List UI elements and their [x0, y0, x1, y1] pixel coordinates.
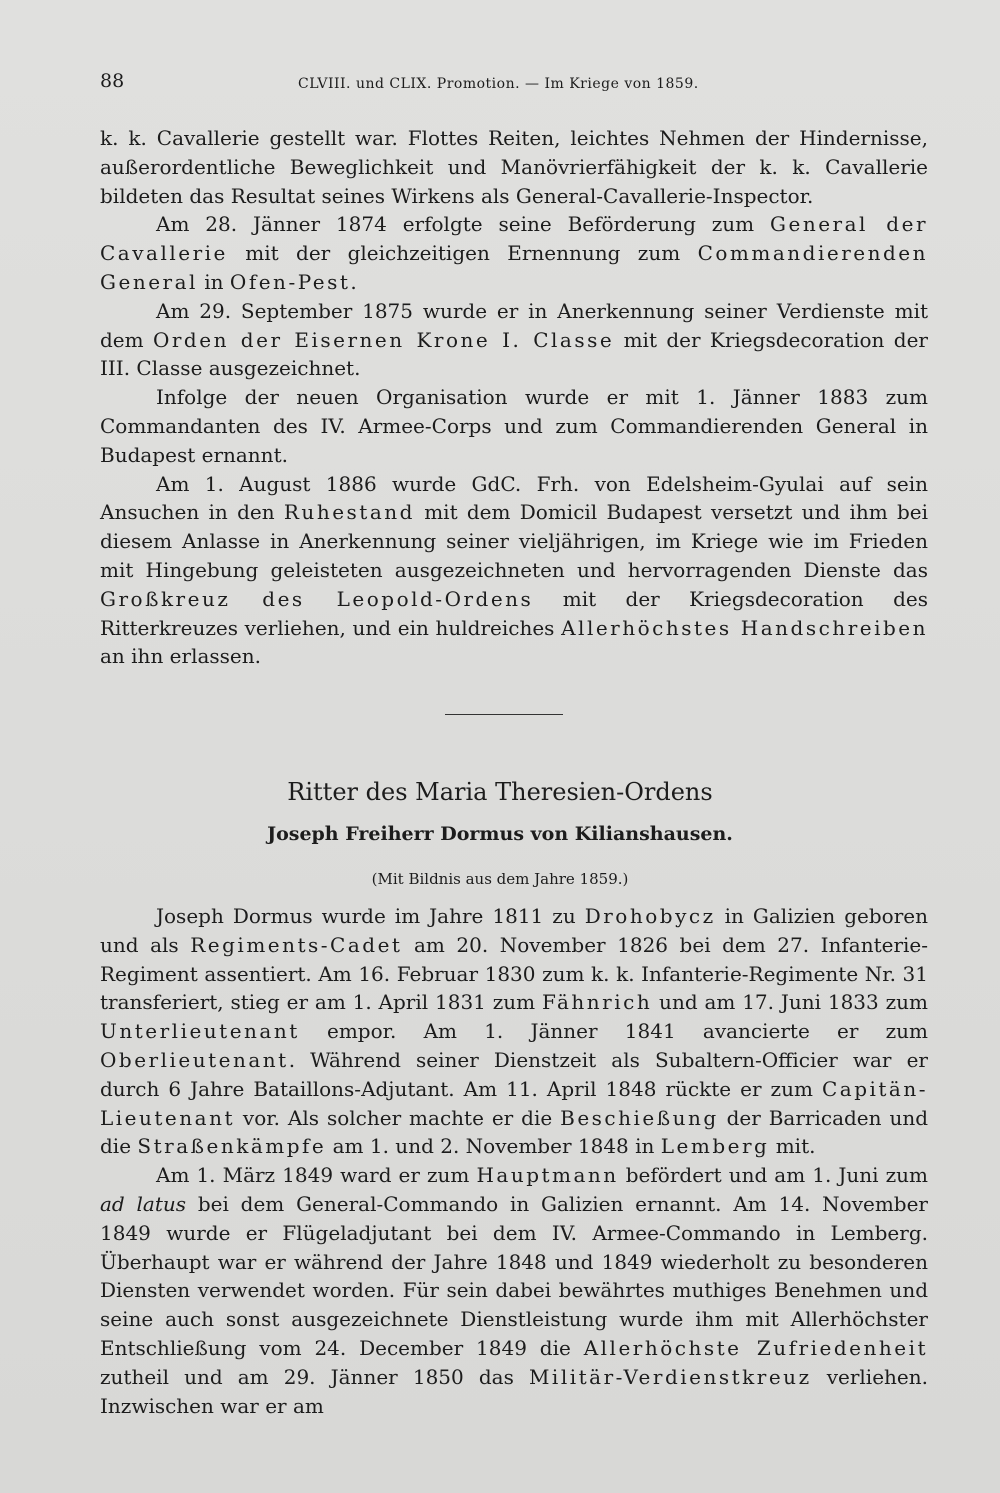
section-divider	[445, 714, 563, 715]
section-title: Ritter des Maria Theresien-Ordens	[287, 778, 713, 806]
paragraph: Joseph Dormus wurde im Jahre 1811 zu Drohobycz in Galizien geboren und als Regiments-Cadet am 20. November 1826 bei dem 27. Infanterie-Regiment assentiert. Am 16. Februar 1830 zum k. k. Infanterie-Regimente Nr. 31 transferiert, stieg er am 1. April 1831 zum Fähnrich und am 17. Juni 1833 zum Unterlieutenant empor. Am 1. Jänner 1841 avancierte er zum Oberlieutenant. Während seiner Dienstzeit als Subaltern-Officier war er durch 6 Jahre Bataillons-Adjutant. Am 11. April 1848 rückte er zum Capitän-Lieutenant vor. Als solcher machte er die Beschießung der Barricaden und die Straßenkämpfe am 1. und 2. November 1848 in Lemberg mit.	[100, 904, 929, 1159]
page-number: 88	[100, 70, 125, 92]
paragraph: k. k. Cavallerie gestellt war. Flottes Reiten, leichtes Nehmen der Hindernisse, außerordentliche Beweglichkeit und Manövrierfähigkeit der k. k. Cavallerie bildeten das Resultat seines Wirkens als General-Cavallerie-Inspector.	[100, 126, 928, 208]
bottom-section	[100, 902, 928, 1420]
paragraph: Infolge der neuen Organisation wurde er mit 1. Jänner 1883 zum Commandanten des IV. Armee-Corps und zum Commandierenden General in Budapest ernannt.	[100, 385, 928, 467]
portrait-caption: (Mit Bildnis aus dem Jahre 1859.)	[371, 870, 629, 888]
page-header	[100, 70, 920, 100]
paragraph: Am 1. August 1886 wurde GdC. Frh. von Edelsheim-Gyulai auf sein Ansuchen in den Ruhestand mit dem Domicil Budapest versetzt und ihm bei diesem Anlasse in Anerkennung seiner vieljährigen, im Kriege wie im Frieden mit Hingebung geleisteten ausgezeichneten und hervorragenden Dienste das Großkreuz des Leopold-Ordens mit der Kriegsdecoration des Ritterkreuzes verliehen, und ein huldreiches Allerhöchstes Handschreiben an ihn erlassen.	[100, 471, 929, 669]
paragraph: Am 29. September 1875 wurde er in Anerkennung seiner Verdienste mit dem Orden der Eisernen Krone I. Classe mit der Kriegsdecoration der III. Classe ausgezeichnet.	[100, 298, 928, 381]
paragraph: Am 28. Jänner 1874 erfolgte seine Beförderung zum General der Cavallerie mit der gleichzeitigen Ernennung zum Commandierenden General in Ofen-Pest.	[100, 212, 928, 294]
top-section	[100, 124, 928, 671]
person-name: Joseph Freiherr Dormus von Kilianshausen.	[267, 823, 733, 845]
running-head: CLVIII. und CLIX. Promotion. — Im Kriege von 1859.	[298, 76, 699, 92]
paragraph: Am 1. März 1849 ward er zum Hauptmann befördert und am 1. Juni zum ad latus bei dem General-Commando in Galizien ernannt. Am 14. November 1849 wurde er Flügeladjutant bei dem IV. Armee-Commando in Lemberg. Überhaupt war er während der Jahre 1848 und 1849 wiederholt zu besonderen Diensten verwendet worden. Für sein dabei bewährtes muthiges Benehmen und seine auch sonst ausgezeichnete Dienstleistung wurde ihm mit Allerhöchster Entschließung vom 24. December 1849 die Allerhöchste Zufriedenheit zutheil und am 29. Jänner 1850 das Militär-Verdienstkreuz verliehen. Inzwischen war er am	[100, 1163, 928, 1418]
